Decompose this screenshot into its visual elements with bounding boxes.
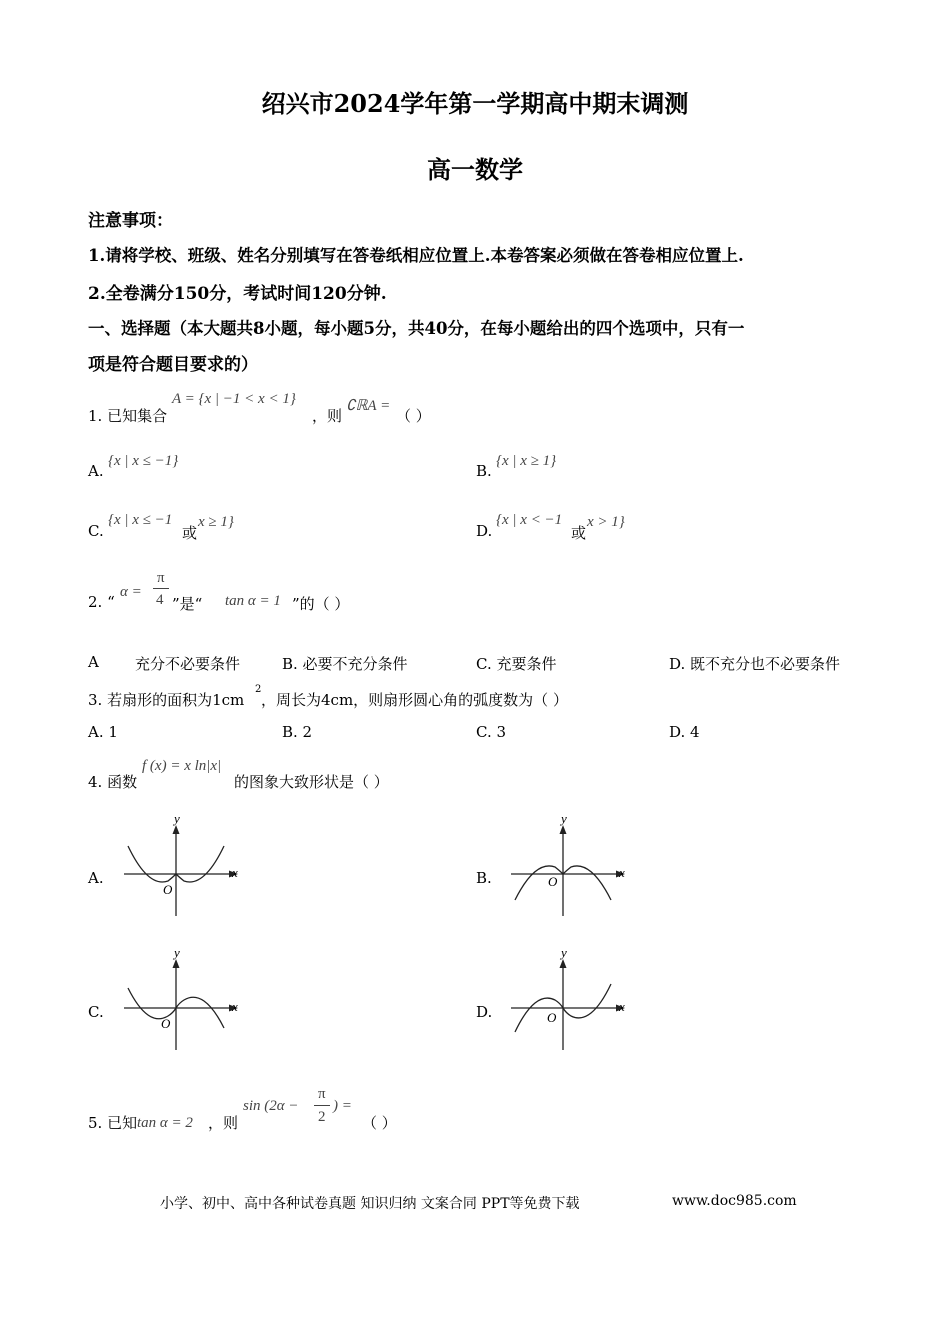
q2-fraction-bar — [153, 588, 169, 589]
q4-option-b-label: B. — [476, 869, 492, 887]
q1-option-d-or: 或 — [571, 524, 587, 542]
q1-option-c-part2: x ≥ 1} — [198, 514, 234, 530]
q4-graph-b-y-label: y — [561, 812, 567, 826]
q3-stem-part1: 3. 若扇形的面积为1cm — [88, 691, 245, 709]
q5-fraction-bar — [314, 1105, 330, 1106]
q3-option-b: B. 2 — [282, 723, 313, 741]
q4-graph-a-origin: O — [163, 882, 173, 897]
q4-graph-b-x-label: x — [619, 865, 625, 880]
q4-graph-c-x-label: x — [232, 999, 238, 1014]
q3-option-d: D. 4 — [669, 723, 700, 741]
q1-option-c-label: C. — [88, 522, 104, 540]
q4-end: 的图象大致形状是（ ） — [234, 773, 389, 791]
q1-option-b-label: B. — [476, 462, 492, 480]
q4-option-a-label: A. — [88, 869, 104, 887]
q4-graph-a-y-label: y — [174, 812, 180, 826]
q4-graph-b — [505, 812, 635, 920]
q4-graph-c-y-arrow — [173, 959, 180, 968]
q4-graph-d-origin: O — [547, 1010, 557, 1025]
notice-heading: 注意事项： — [88, 211, 173, 231]
q4-stem: 4. 函数 — [88, 773, 138, 791]
q2-option-c: C. 充要条件 — [476, 655, 557, 673]
q2-mid: ”是“ — [172, 595, 203, 613]
q1-then: ，则 — [312, 407, 343, 425]
q3-option-c: C. 3 — [476, 723, 507, 741]
q1-option-a-label: A. — [88, 462, 104, 480]
footer-url[interactable]: www.doc985.com — [672, 1193, 797, 1209]
q4-graph-d-x-label: x — [619, 999, 625, 1014]
q3-stem-part2: ，周长为4cm，则扇形圆心角的弧度数为（ ） — [261, 691, 568, 709]
q5-tan: tan α = 2 — [137, 1115, 193, 1131]
q1-set-a: A = {x | −1 < x < 1} — [172, 391, 296, 407]
q2-option-a-label: A — [88, 653, 99, 671]
q4-option-c-label: C. — [88, 1003, 104, 1021]
exam-title: 绍兴市2024学年第一学期高中期末调测 — [261, 89, 689, 118]
q1-complement: ∁ℝA = — [346, 398, 391, 414]
q2-four: 4 — [156, 592, 164, 608]
q4-option-d-label: D. — [476, 1003, 493, 1021]
q2-option-a: 充分不必要条件 — [135, 655, 241, 673]
footer-text: 小学、初中、高中各种试卷真题 知识归纳 文案合同 PPT等免费下载 — [160, 1196, 580, 1212]
q5-paren: （ ） — [362, 1114, 397, 1132]
q2-tan: tan α = 1 — [225, 593, 281, 609]
q1-stem: 1. 已知集合 — [88, 407, 168, 425]
q4-graph-c-y-label: y — [174, 946, 180, 960]
q5-sin-expr: sin (2α − — [243, 1098, 299, 1114]
q4-graph-d — [505, 946, 635, 1054]
section-heading-line1: 一、选择题（本大题共8小题，每小题5分，共40分，在每小题给出的四个选项中，只有一 — [88, 319, 745, 338]
q1-option-d-label: D. — [476, 522, 493, 540]
exam-subtitle: 高一数学 — [427, 155, 523, 184]
q4-graph-c — [118, 946, 248, 1054]
q3-superscript: 2 — [255, 684, 262, 695]
q4-graph-a-y-arrow — [173, 825, 180, 834]
q2-alpha-eq: α = — [120, 584, 142, 600]
q1-option-c-part1: {x | x ≤ −1 — [108, 512, 173, 528]
q5-pi: π — [318, 1086, 326, 1102]
q4-graph-a — [118, 812, 248, 920]
q2-stem: 2. “ — [88, 593, 115, 611]
q1-paren: （ ） — [396, 407, 431, 425]
q2-end: ”的（ ） — [292, 595, 350, 613]
q4-graph-a-x-label: x — [232, 865, 238, 880]
notice-item-1: 1.请将学校、班级、姓名分别填写在答卷纸相应位置上.本卷答案必须做在答卷相应位置上. — [88, 246, 744, 265]
q4-graph-d-y-label: y — [561, 946, 567, 960]
q5-two: 2 — [318, 1109, 326, 1125]
section-heading-line2: 项是符合题目要求的） — [88, 355, 258, 375]
q5-stem: 5. 已知 — [88, 1114, 138, 1132]
q5-close: ) = — [333, 1098, 352, 1114]
q1-option-d-part2: x > 1} — [587, 514, 625, 530]
q1-option-b: {x | x ≥ 1} — [496, 453, 557, 469]
q3-option-a: A. 1 — [88, 723, 118, 741]
q5-then: ，则 — [208, 1114, 239, 1132]
q4-graph-c-origin: O — [161, 1016, 171, 1031]
q1-option-d-part1: {x | x < −1 — [496, 512, 563, 528]
q4-graph-b-y-arrow — [560, 825, 567, 834]
q2-pi: π — [157, 570, 165, 586]
q2-option-b: B. 必要不充分条件 — [282, 655, 408, 673]
q2-option-d: D. 既不充分也不必要条件 — [669, 655, 841, 673]
q4-graph-b-origin: O — [548, 874, 558, 889]
q4-function: f (x) = x ln|x| — [142, 758, 222, 774]
q1-option-c-or: 或 — [182, 524, 198, 542]
q4-graph-d-y-arrow — [560, 959, 567, 968]
notice-item-2: 2.全卷满分150分，考试时间120分钟. — [88, 284, 387, 304]
q1-option-a: {x | x ≤ −1} — [108, 453, 179, 469]
